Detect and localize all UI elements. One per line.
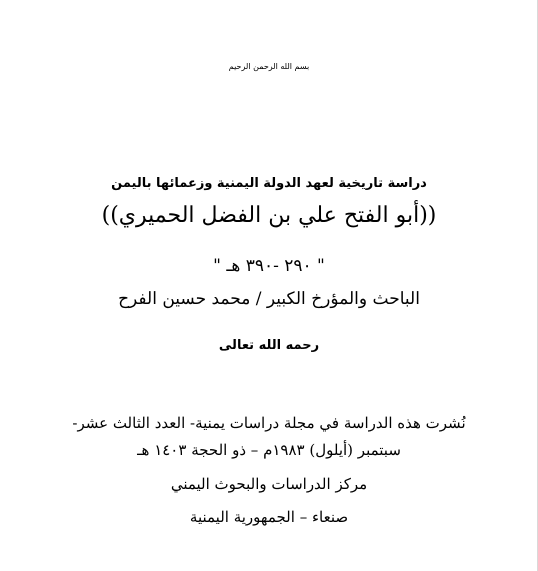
publication-note-line-1: نُشرت هذه الدراسة في مجلة دراسات يمنية- العدد الثالث عشر- — [72, 414, 466, 432]
publisher-place: صنعاء – الجمهورية اليمنية — [189, 508, 349, 526]
author-line: الباحث والمؤرخ الكبير / محمد حسين الفرح — [118, 289, 420, 309]
years-range: " ٢٩٠ -٣٩٠ هـ " — [213, 256, 325, 276]
study-title: دراسة تاريخية لعهد الدولة اليمنية وزعمائها باليمن — [111, 176, 427, 191]
publisher-name: مركز الدراسات والبحوث اليمني — [170, 475, 368, 493]
basmala: بسم الله الرحمن الرحيم — [228, 62, 310, 71]
mercy-phrase: رحمه الله تعالى — [218, 338, 320, 353]
publication-note-line-2: سبتمبر (أيلول) ١٩٨٣م – ذو الحجة ١٤٠٣ هـ — [137, 441, 401, 459]
subject-name: ((أبو الفتح علي بن الفضل الحميري)) — [101, 203, 437, 228]
